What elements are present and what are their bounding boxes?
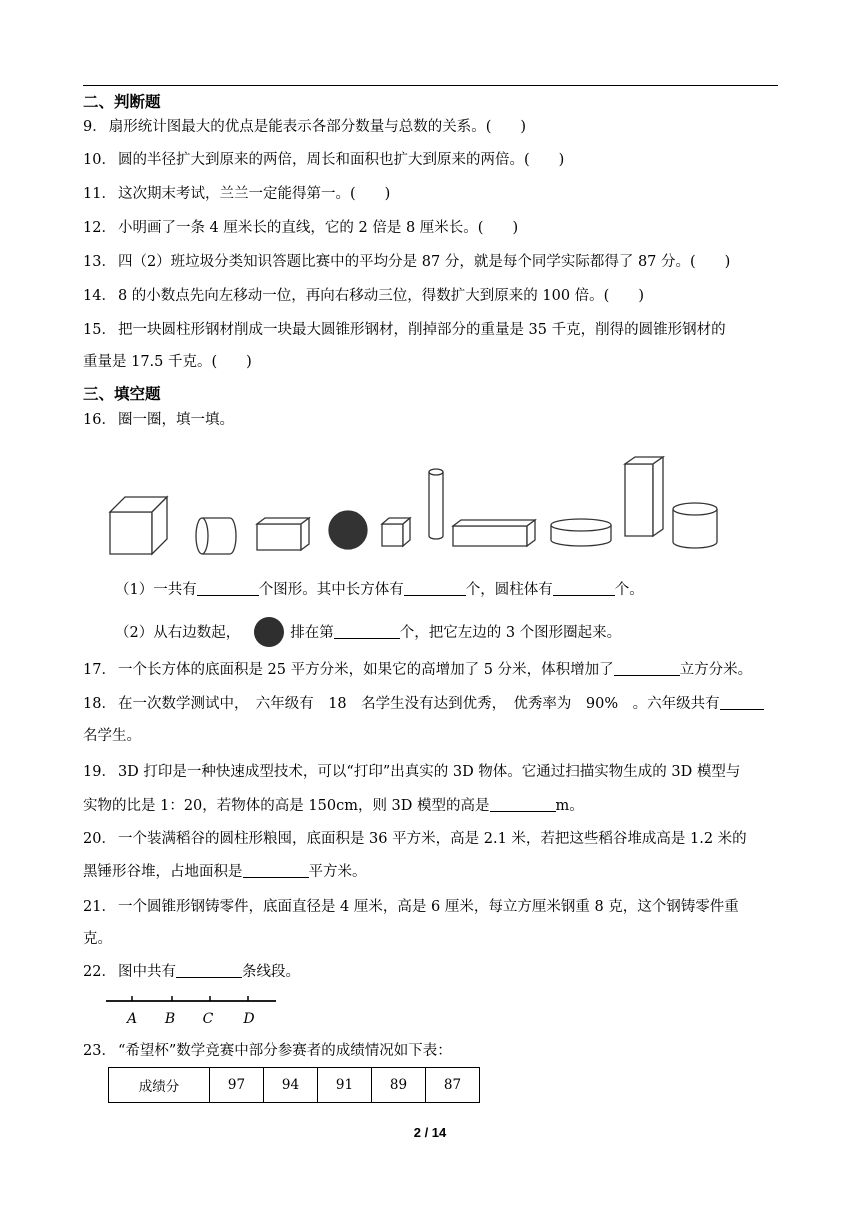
question-12: 12． 小明画了一条 4 厘米长的直线，它的 2 倍是 8 厘米长。( ) bbox=[83, 220, 519, 236]
sphere-shape bbox=[329, 511, 367, 549]
answer-blank[interactable] bbox=[176, 962, 242, 978]
answer-blank[interactable] bbox=[553, 580, 615, 596]
cylinder-horizontal-shape bbox=[196, 518, 236, 554]
question-21: 21． 一个圆锥形钢铸零件，底面直径是 4 厘米，高是 6 厘米，每立方厘米钢重 8 克，这个钢铸零件重 bbox=[83, 899, 739, 915]
table-cell: 94 bbox=[264, 1068, 318, 1103]
cuboid-tall-shape bbox=[625, 457, 663, 536]
header-rule bbox=[83, 85, 778, 86]
page-number: 2 / 14 bbox=[413, 1125, 447, 1140]
table-cell: 97 bbox=[210, 1068, 264, 1103]
question-20-cont: 黑锤形谷堆，占地面积是 平方米。 bbox=[83, 864, 367, 880]
question-18-cont: 名学生。 bbox=[83, 728, 141, 744]
question-19-cont: 实物的比是 1：20，若物体的高是 150cm，则 3D 模型的高是 m。 bbox=[83, 798, 584, 814]
cube-shape bbox=[110, 497, 167, 554]
cuboid-long-shape bbox=[453, 520, 535, 546]
question-19: 19． 3D 打印是一种快速成型技术，可以“打印”出真实的 3D 物体。它通过扫描实物生成的 3D 模型与 bbox=[83, 764, 741, 780]
question-20: 20． 一个装满稻谷的圆柱形粮囤，底面积是 36 平方米，高是 2.1 米，若把这些稻谷堆成高是 1.2 米的 bbox=[83, 831, 747, 847]
point-label-c: C bbox=[202, 1011, 214, 1027]
question-10: 10． 圆的半径扩大到原来的两倍，周长和面积也扩大到原来的两倍。( ) bbox=[83, 152, 565, 168]
question-18: 18． 在一次数学测试中， 六年级有 18 名学生没有达到优秀， 优秀率为 90% 。六年级共有 bbox=[83, 694, 764, 714]
answer-blank[interactable] bbox=[404, 580, 466, 596]
question-17: 17． 一个长方体的底面积是 25 平方分米，如果它的高增加了 5 分米，体积增加了 立方分米。 bbox=[83, 662, 753, 678]
question-11: 11． 这次期末考试，兰兰一定能得第一。( ) bbox=[83, 186, 391, 202]
table-cell: 89 bbox=[372, 1068, 426, 1103]
table-row bbox=[109, 1068, 480, 1103]
cuboid-small-shape bbox=[257, 518, 309, 550]
answer-blank[interactable] bbox=[490, 796, 556, 812]
point-label-b: B bbox=[164, 1011, 176, 1027]
question-9: 9． 扇形统计图最大的优点是能表示各部分数量与总数的关系。( ) bbox=[83, 119, 527, 135]
cylinder-upright-shape bbox=[673, 503, 717, 548]
cylinder-flat-shape bbox=[551, 519, 611, 546]
answer-blank[interactable] bbox=[614, 660, 680, 676]
point-label-a: A bbox=[126, 1011, 138, 1027]
cylinder-tall-shape bbox=[429, 469, 443, 539]
question-16: 16． 圈一圈，填一填。 bbox=[83, 412, 234, 428]
section-heading-fill: 三、填空题 bbox=[83, 385, 161, 403]
question-15-cont: 重量是 17.5 千克。( ) bbox=[83, 354, 252, 370]
question-23: 23． “希望杯”数学竞赛中部分参赛者的成绩情况如下表： bbox=[83, 1043, 452, 1059]
section-heading-judge: 二、判断题 bbox=[83, 93, 161, 111]
answer-blank[interactable] bbox=[720, 694, 764, 710]
question-21-cont: 克。 bbox=[83, 931, 112, 947]
table-header-cell: 成绩分 bbox=[109, 1068, 210, 1103]
sphere-icon bbox=[254, 617, 284, 647]
answer-blank[interactable] bbox=[197, 580, 259, 596]
question-14: 14． 8 的小数点先向左移动一位，再向右移动三位，得数扩大到原来的 100 倍。( ) bbox=[83, 288, 644, 304]
table-cell: 91 bbox=[318, 1068, 372, 1103]
answer-blank[interactable] bbox=[334, 623, 400, 639]
segment-figure bbox=[104, 995, 284, 1029]
question-16-part-2: （2）从右边数起， 排在第 个，把它左边的 3 个图形圈起来。 bbox=[115, 617, 621, 647]
question-15: 15． 把一块圆柱形钢材削成一块最大圆锥形钢材，削掉部分的重量是 35 千克，削得的圆锥形钢材的 bbox=[83, 322, 726, 338]
point-label-d: D bbox=[243, 1011, 255, 1027]
answer-blank[interactable] bbox=[243, 862, 309, 878]
score-table bbox=[108, 1067, 480, 1103]
table-cell: 87 bbox=[426, 1068, 480, 1103]
question-16-part-1: （1）一共有 个图形。其中长方体有 个，圆柱体有 个。 bbox=[115, 582, 644, 598]
question-22: 22． 图中共有 条线段。 bbox=[83, 964, 300, 980]
shapes-figure bbox=[105, 452, 725, 558]
cube-small-shape bbox=[382, 518, 410, 546]
question-13: 13． 四（2）班垃圾分类知识答题比赛中的平均分是 87 分，就是每个同学实际都得了 87 分。( ) bbox=[83, 254, 731, 270]
